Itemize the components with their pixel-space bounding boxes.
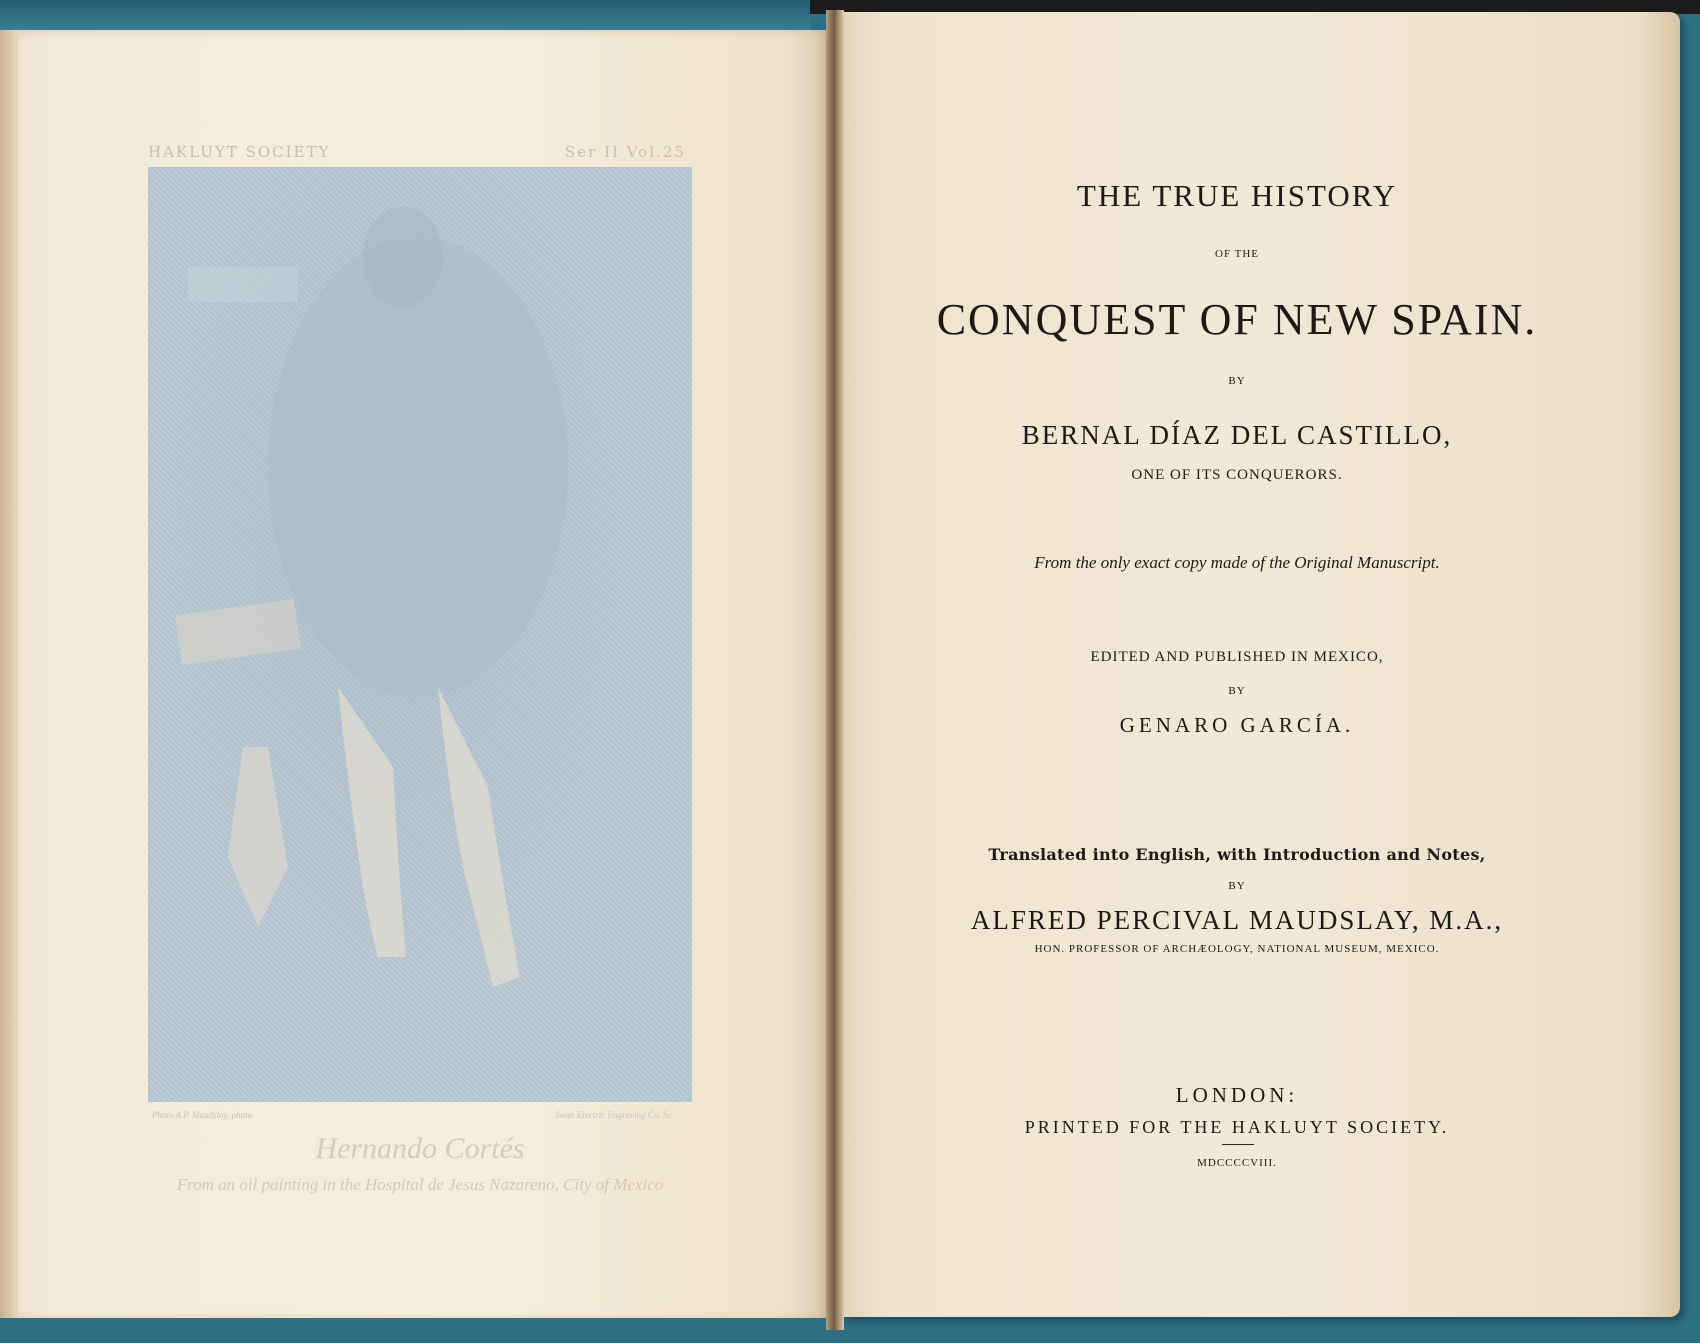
imprint-rule [1222, 1144, 1254, 1145]
by-label-2: BY [1228, 685, 1246, 697]
title-line-1: THE TRUE HISTORY [1076, 178, 1398, 213]
left-page-edge [0, 30, 18, 1320]
source-note: From the only exact copy made of the Original Manuscript. [1034, 553, 1440, 572]
series-header-left: HAKLUYT SOCIETY [148, 143, 331, 161]
imprint-year: MDCCCCVIII. [1197, 1157, 1277, 1169]
photo-credit: Photo A.P. Maudslay, photo [152, 1110, 253, 1120]
author-name: BERNAL DÍAZ DEL CASTILLO, [1021, 420, 1453, 450]
translated-line: Translated into English, with Introduction and Notes, [988, 845, 1486, 864]
engraver-credit: Swan Electric Engraving Co. Sc. [555, 1110, 674, 1120]
portrait-plate [148, 167, 692, 1102]
book-cover-bottom [0, 1318, 846, 1343]
series-header-right: Ser II Vol.25 [565, 143, 686, 161]
imprint-printer: PRINTED FOR THE HAKLUYT SOCIETY. [1024, 1117, 1450, 1137]
portrait-figure-image [148, 167, 692, 1102]
title-line-2: OF THE [1215, 248, 1259, 260]
author-description: ONE OF ITS CONQUERORS. [1131, 467, 1343, 483]
by-label-1: BY [1228, 375, 1246, 387]
title-line-3: CONQUEST OF NEW SPAIN. [936, 295, 1538, 344]
by-label-3: BY [1228, 880, 1246, 892]
book-cover-top [0, 0, 810, 30]
portrait-title: Hernando Cortés [315, 1132, 525, 1165]
editor-name: GENARO GARCÍA. [1119, 713, 1355, 737]
imprint-place: LONDON: [1175, 1083, 1299, 1107]
edited-line: EDITED AND PUBLISHED IN MEXICO, [1090, 649, 1384, 665]
portrait-caption: From an oil painting in the Hospital de Jesus Nazareno, City of Mexico [176, 1175, 664, 1194]
translator-name: ALFRED PERCIVAL MAUDSLAY, M.A., [970, 905, 1504, 935]
translator-description: HON. PROFESSOR OF ARCHÆOLOGY, NATIONAL MUSEUM, MEXICO. [1034, 943, 1440, 955]
